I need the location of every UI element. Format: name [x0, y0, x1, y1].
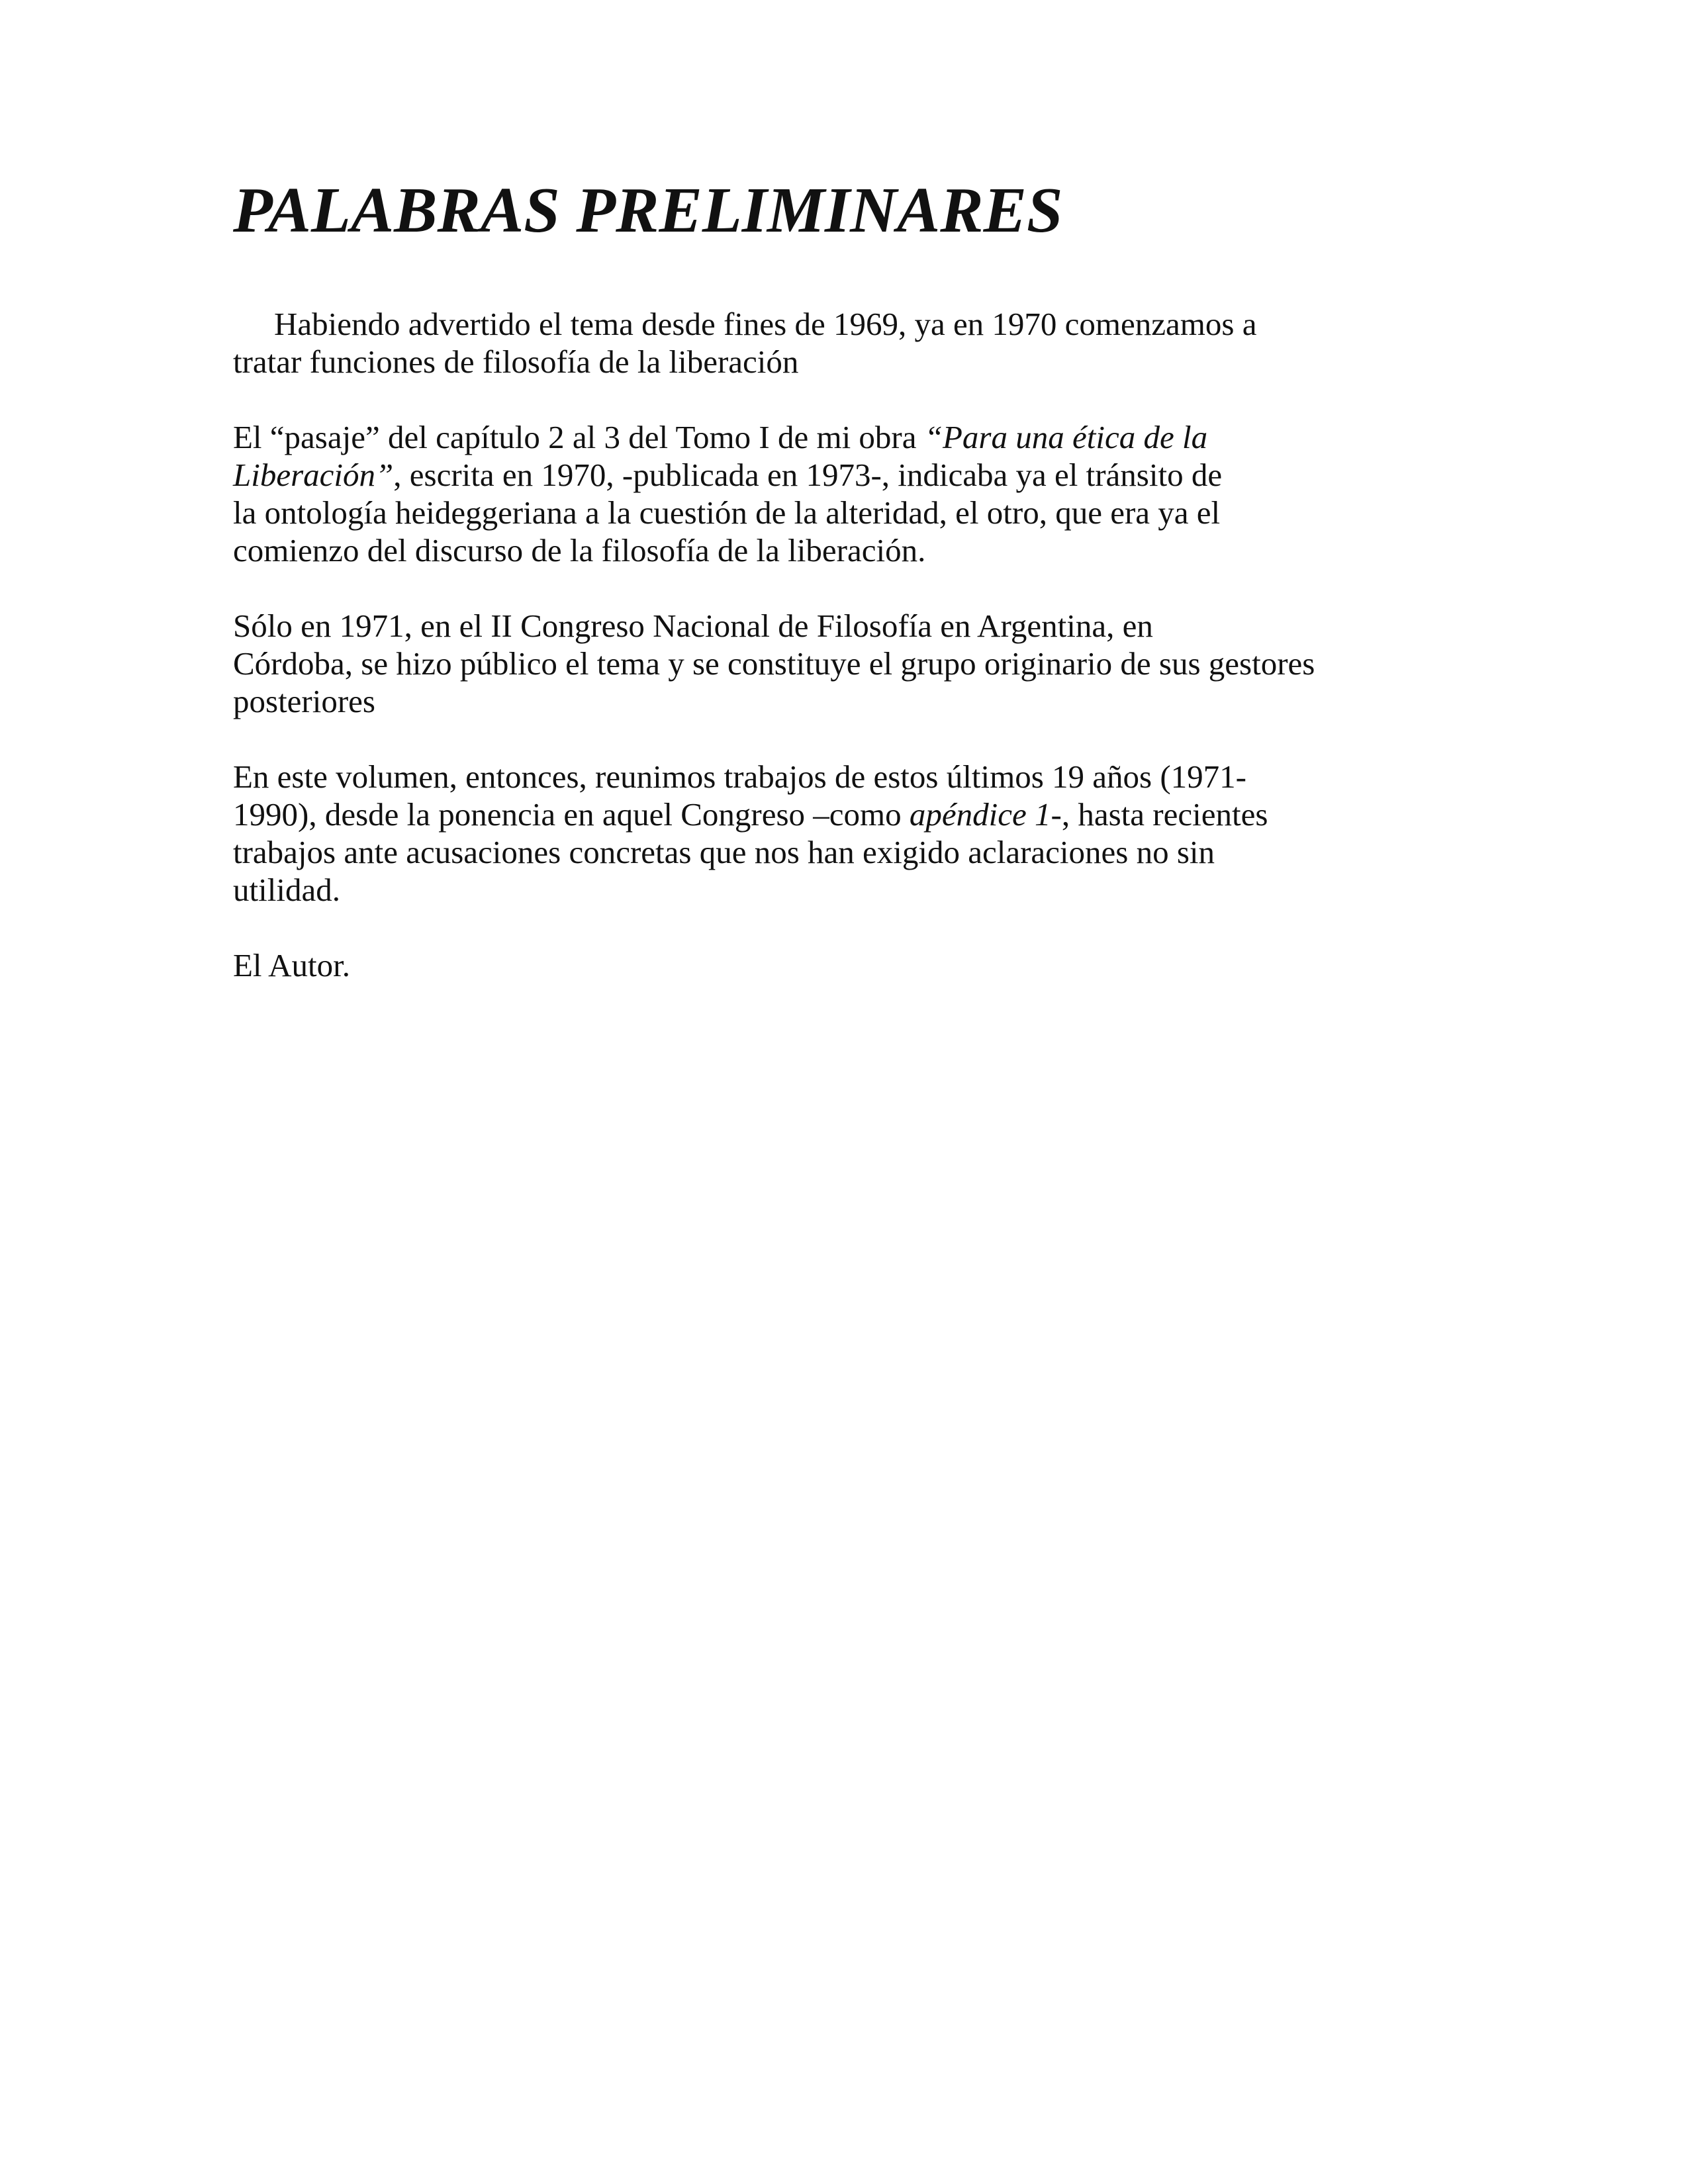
text-line: utilidad. — [233, 872, 340, 908]
signature-text: El Autor. — [233, 947, 350, 983]
text-line: trabajos ante acusaciones concretas que nos han exigido aclaraciones no sin — [233, 834, 1215, 870]
text-line: tratar funciones de filosofía de la liberación — [233, 343, 799, 380]
text-line: El “pasaje” del capítulo 2 al 3 del Tomo I de mi obra “Para una ética de la — [233, 419, 1208, 455]
paragraph-congreso — [233, 607, 1372, 720]
text-line: En este volumen, entonces, reunimos trabajos de estos últimos 19 años (1971- — [233, 758, 1246, 795]
page-title: PALABRAS PRELIMINARES — [233, 175, 1063, 246]
text-line: Habiendo advertido el tema desde fines de 1969, ya en 1970 comenzamos a — [274, 306, 1257, 342]
italic-appendix-ref: apéndice 1- — [909, 796, 1062, 833]
text-line: Córdoba, se hizo público el tema y se constituye el grupo originario de sus gestores — [233, 645, 1315, 682]
spacer — [233, 381, 1372, 418]
spacer — [233, 569, 1372, 607]
spacer — [233, 720, 1372, 758]
text-line: comienzo del discurso de la filosofía de la liberación. — [233, 532, 926, 569]
italic-book-title: Liberación” — [233, 457, 394, 493]
text-line: la ontología heideggeriana a la cuestión de la alteridad, el otro, que era ya el — [233, 494, 1221, 531]
paragraph-volumen — [233, 758, 1372, 909]
signature — [233, 946, 1372, 984]
paragraph-pasaje — [233, 418, 1372, 569]
text-line: Liberación”, escrita en 1970, -publicada en 1973-, indicaba ya el tránsito de — [233, 457, 1223, 493]
text-line: posteriores — [233, 683, 375, 719]
document-body — [233, 175, 1372, 984]
paragraph-intro — [233, 305, 1372, 381]
text-line: Sólo en 1971, en el II Congreso Nacional de Filosofía en Argentina, en — [233, 608, 1153, 644]
spacer — [233, 909, 1372, 946]
text-line: 1990), desde la ponencia en aquel Congreso –como apéndice 1-, hasta recientes — [233, 796, 1268, 833]
italic-book-title: “Para una ética de la — [924, 419, 1208, 455]
